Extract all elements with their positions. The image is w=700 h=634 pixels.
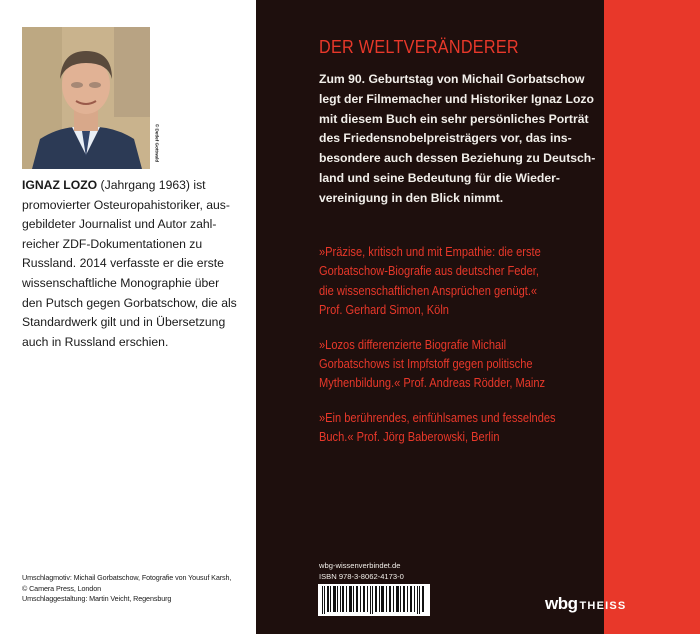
cover-credits [22, 573, 254, 605]
intro-line: vereinigung in den Blick nimmt. [319, 190, 504, 205]
bio-line: Standardwerk gilt und in Übersetzung [22, 315, 226, 330]
intro-line: des Friedensnobelpreisträgers vor, das ins- [319, 131, 572, 146]
credit-line: Umschlaggestaltung: Martin Veicht, Regensburg [22, 594, 172, 604]
intro-line: besondere auch dessen Beziehung zu Deutsch- [319, 151, 596, 166]
author-panel [0, 0, 256, 634]
quote-line: die wissenschaftlichen Ansprüchen genügt.« [319, 283, 538, 298]
review-quote [319, 336, 601, 394]
imprint [319, 560, 404, 582]
quote-line: »Ein berührendes, einfühlsames und fesselndes [319, 410, 556, 425]
credit-line: Umschlagmotiv: Michail Gorbatschow, Fotografie von Yousuf Karsh, [22, 573, 232, 582]
photo-credit-text: © Detlef Gottwald [154, 123, 160, 163]
quote-line: Mythenbildung.« Prof. Andreas Rödder, Mainz [319, 376, 546, 391]
quote-line: »Lozos differenzierte Biografie Michail [319, 337, 507, 352]
book-title: DER WELTVERÄNDERER [319, 37, 519, 57]
quote-line: »Präzise, kritisch und mit Empathie: die erste [319, 245, 541, 259]
author-bio [22, 176, 250, 352]
quote-line: Buch.« Prof. Jörg Baberowski, Berlin [319, 430, 500, 445]
bio-line: reicher ZDF-Dokumentationen zu [22, 236, 203, 251]
bio-line: (Jahrgang 1963) ist [97, 178, 206, 192]
bio-line: wissenschaftliche Monographie über [22, 275, 220, 290]
isbn-barcode [318, 584, 430, 616]
quote-line: Prof. Gerhard Simon, Köln [319, 303, 449, 318]
author-photo [22, 27, 150, 169]
review-quotes [319, 243, 604, 463]
intro-line: legt der Filmemacher und Historiker Ignaz Lozo [319, 91, 594, 106]
bio-line: gebildeter Journalist und Autor zahl- [22, 217, 217, 232]
publisher-website: wbg-wissenverbindet.de [319, 561, 401, 570]
isbn: ISBN 978-3-8062-4173-0 [319, 572, 404, 581]
logo-wbg: wbg [545, 594, 578, 613]
author-name: IGNAZ LOZO [22, 178, 98, 192]
bio-line: promovierter Osteuropahistoriker, aus- [22, 197, 230, 212]
intro-line: land und seine Bedeutung für die Wieder- [319, 170, 560, 185]
book-description [319, 70, 599, 209]
review-quote [319, 409, 601, 448]
quote-line: Gorbatschow-Biografie aus deutscher Feder, [319, 264, 539, 279]
bio-line: den Putsch gegen Gorbatschow, die als [22, 295, 237, 310]
credit-line: © Camera Press, London [22, 583, 102, 593]
intro-line: mit diesem Buch ein sehr persönliches Porträt [319, 111, 589, 126]
publisher-logo [545, 594, 626, 616]
red-spine-strip [604, 0, 700, 634]
photo-credit [151, 118, 163, 168]
bio-line: Russland. 2014 verfasste er die erste [22, 256, 224, 271]
review-quote [319, 243, 601, 321]
bio-line: auch in Russland erschien. [22, 334, 169, 349]
logo-theiss: THEISS [579, 600, 627, 612]
intro-line: Zum 90. Geburtstag von Michail Gorbatschow [319, 72, 585, 86]
quote-line: Gorbatschows ist Impfstoff gegen politische [319, 357, 533, 372]
